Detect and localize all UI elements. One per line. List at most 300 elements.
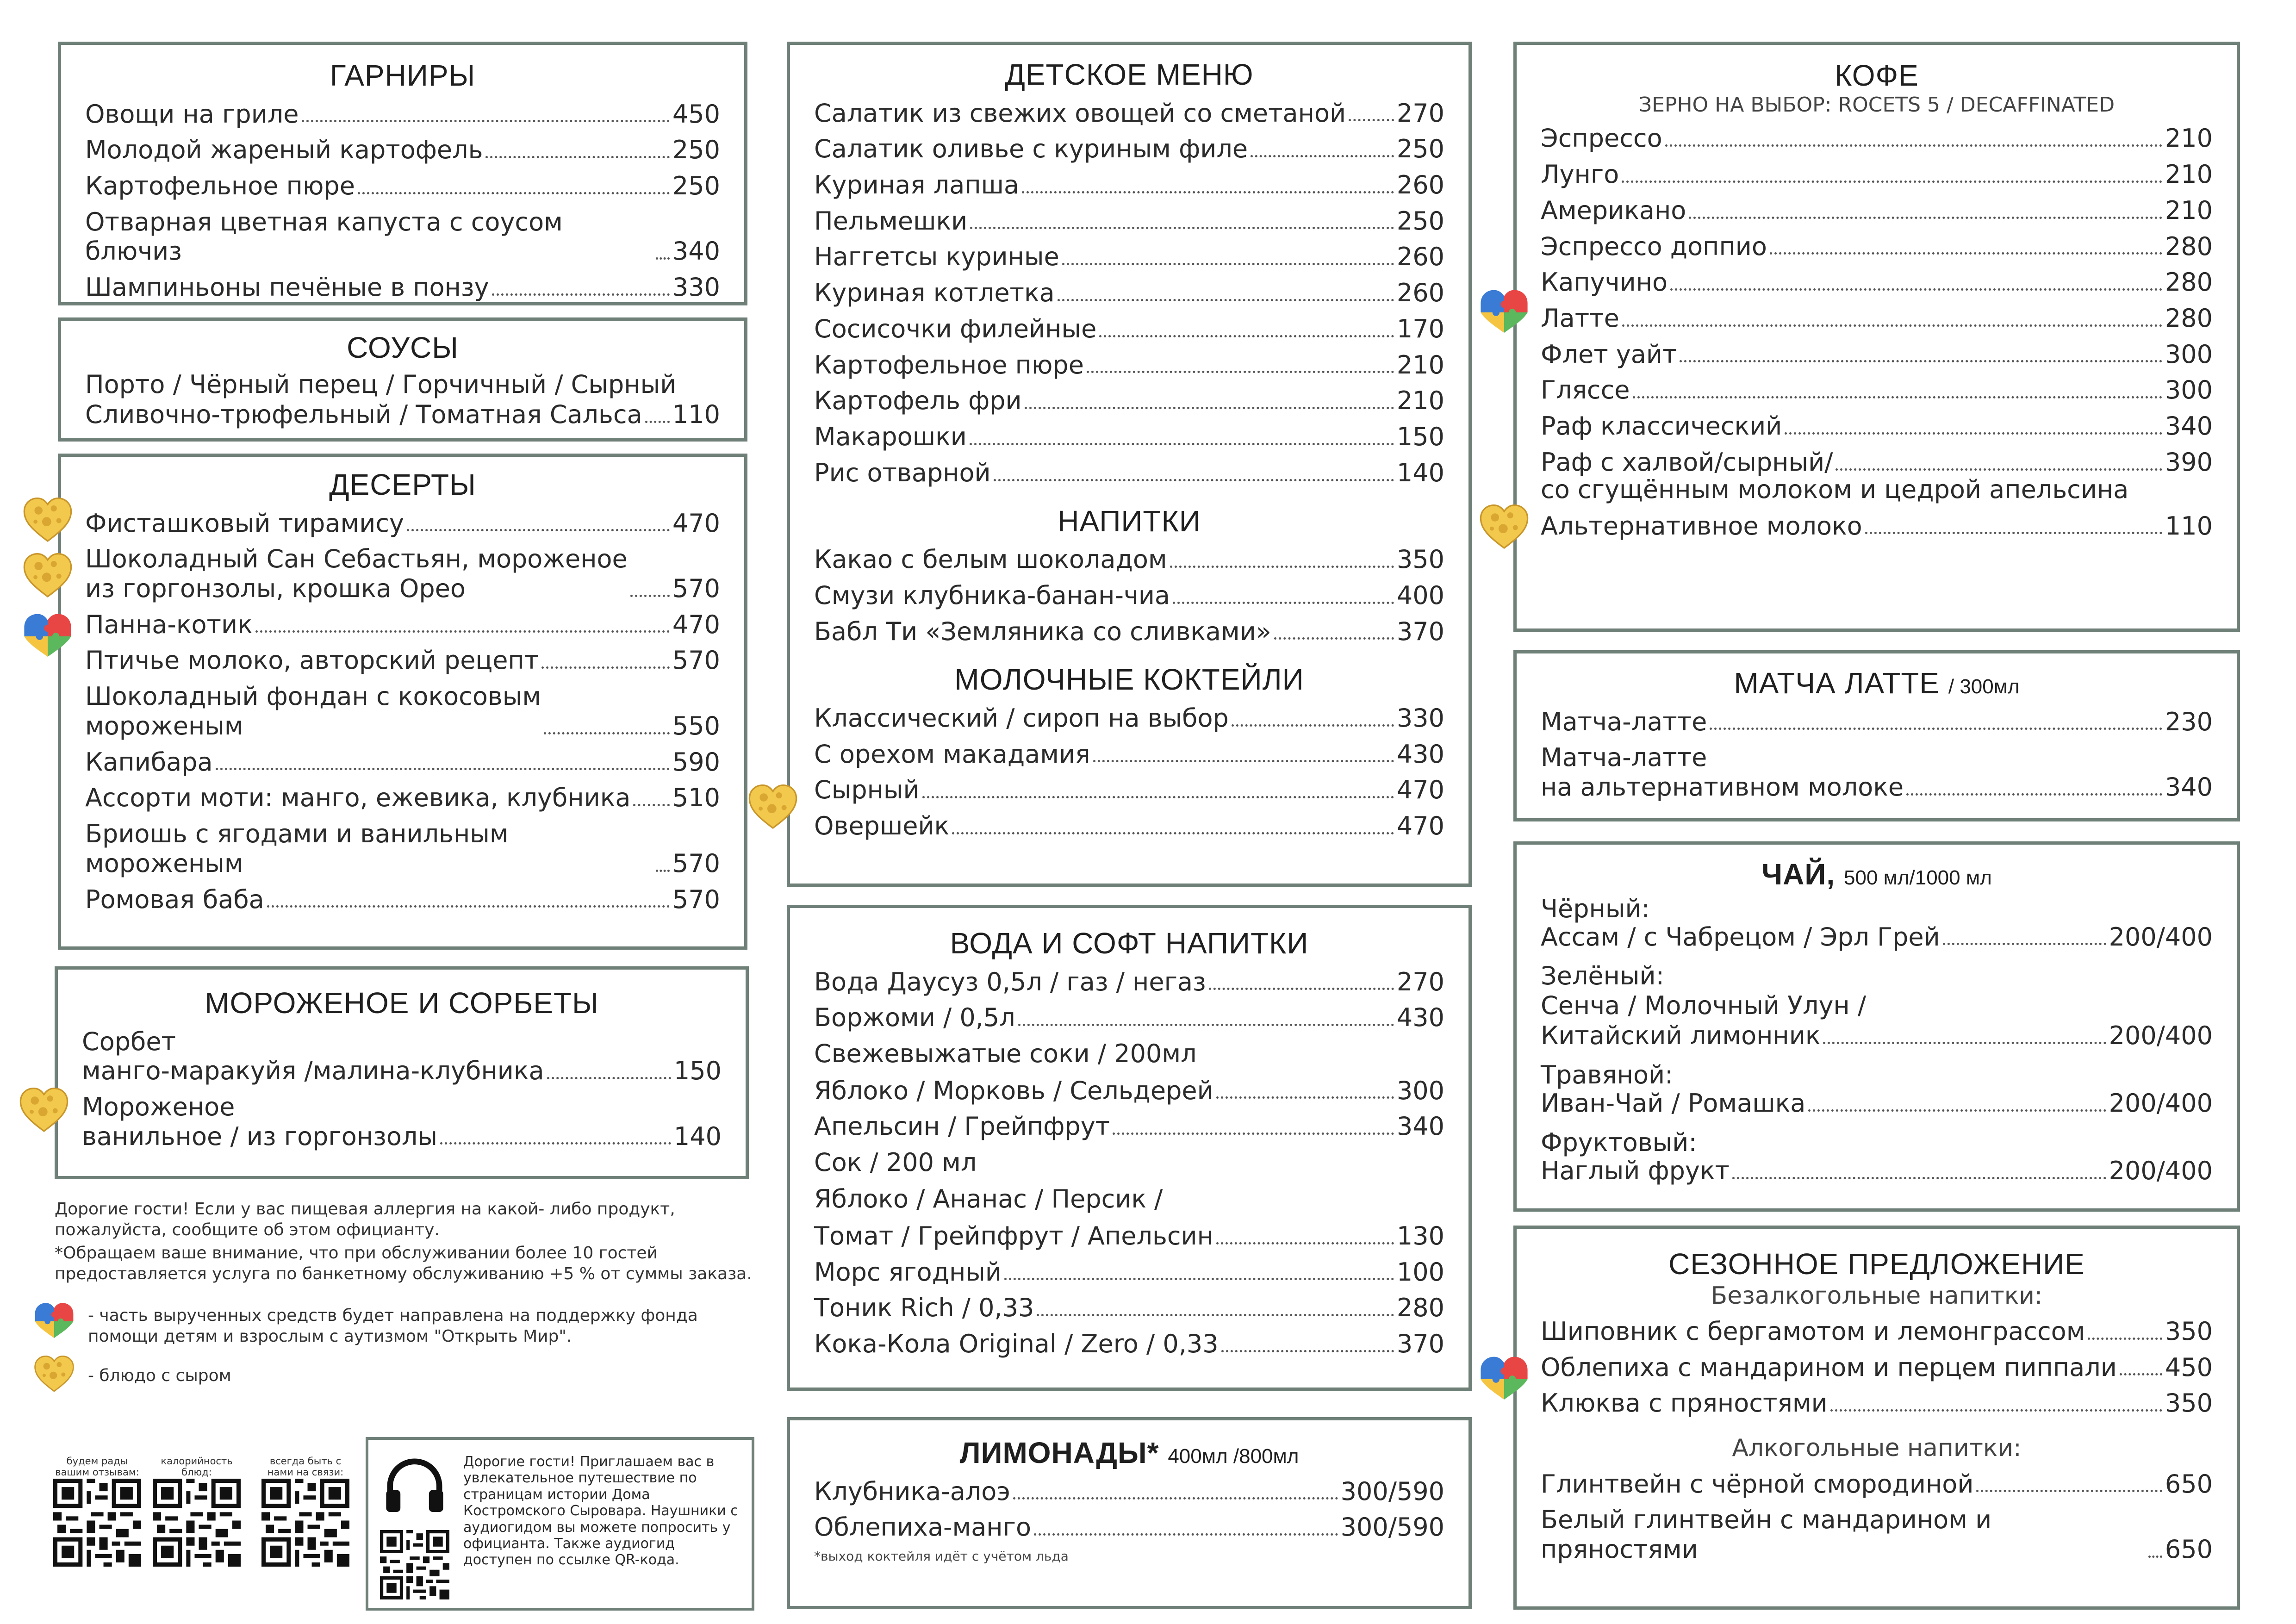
item-price: 210 — [2165, 160, 2213, 189]
dot-leader — [1170, 566, 1394, 568]
item-name: Картофельное пюре — [85, 171, 355, 201]
menu-row — [1541, 448, 2213, 477]
dot-leader — [630, 595, 670, 597]
item-name: Классический / сироп на выбор — [814, 703, 1229, 733]
item-name: Ромовая баба — [85, 884, 264, 914]
item-price: 300 — [2165, 339, 2213, 369]
item-name: Глинтвейн с чёрной смородиной — [1541, 1469, 1974, 1499]
section-title: ДЕТСКОЕ МЕНЮ — [1005, 58, 1254, 91]
dot-leader — [2148, 1556, 2162, 1558]
item-price: 340 — [2165, 411, 2213, 441]
qr-caption-reviews: будем рады вашим отзывам: — [55, 1456, 139, 1478]
menu-row — [85, 646, 720, 675]
item-name: Флет уайт — [1541, 339, 1677, 369]
dot-leader — [541, 666, 670, 669]
menu-row — [1541, 1317, 2213, 1346]
menu-row — [85, 400, 720, 429]
item-name: Ассам / с Чабрецом / Эрл Грей — [1541, 922, 1940, 952]
sauces-line-2: Сливочно-трюфельный / Томатная Сальса — [85, 400, 642, 429]
kids-menu-section — [787, 42, 1472, 887]
menu-row — [814, 967, 1444, 997]
dot-leader — [1018, 1024, 1394, 1026]
item-name: Капибара — [85, 747, 213, 777]
dot-leader — [1710, 728, 2162, 730]
allergy-note: Дорогие гости! Если у вас пищевая аллергия на какой- либо продукт, пожалуйста, сообщите об этом официанту. — [55, 1200, 675, 1239]
menu-row — [814, 1477, 1444, 1506]
item-name: Эспрессо — [1541, 124, 1662, 153]
dot-leader — [1099, 335, 1394, 337]
menu-row — [1541, 707, 2213, 737]
sok-heading: Сок / 200 мл — [814, 1147, 977, 1177]
sauces-price: 110 — [672, 400, 720, 429]
soft-drinks-list — [814, 1221, 1444, 1359]
dot-leader — [1865, 532, 2162, 534]
menu-row — [1541, 1388, 2213, 1418]
matcha-section — [1513, 650, 2240, 821]
sauces-line-1: Порто / Чёрный перец / Горчичный / Сырный — [85, 369, 677, 399]
item-price: 400 — [1396, 580, 1444, 610]
item-price: 280 — [2165, 231, 2213, 261]
dot-leader — [1093, 760, 1394, 762]
item-price: 130 — [1396, 1221, 1444, 1251]
dot-leader — [302, 120, 670, 122]
section-title: МОРОЖЕНОЕ И СОРБЕТЫ — [205, 986, 599, 1020]
item-price: 210 — [2165, 195, 2213, 225]
section-title: НАПИТКИ — [1058, 504, 1201, 538]
menu-row — [814, 703, 1444, 733]
item-price: 570 — [672, 574, 720, 604]
item-price: 150 — [673, 1056, 722, 1086]
juices-heading: Свежевыжатые соки / 200мл — [814, 1039, 1197, 1069]
item-name: Лунго — [1541, 160, 1619, 189]
menu-row — [814, 1221, 1444, 1251]
item-price: 470 — [1396, 811, 1444, 840]
menu-row — [1541, 160, 2213, 189]
dot-leader — [1770, 252, 2162, 255]
menu-row — [814, 617, 1444, 647]
item-price: 260 — [1396, 242, 1444, 272]
milkshakes-list — [814, 703, 1444, 841]
menu-row — [85, 207, 720, 266]
cheese-heart-icon — [1479, 502, 1530, 553]
menu-row — [85, 819, 720, 878]
item-name: Матча-латте — [1541, 707, 1707, 736]
dot-leader — [1221, 1350, 1394, 1352]
menu-row — [1541, 1156, 2213, 1186]
item-price: 370 — [1396, 616, 1444, 646]
coffee-section — [1513, 42, 2240, 632]
dot-leader — [1830, 1409, 2162, 1412]
dot-leader — [1251, 155, 1394, 157]
item-name: Сырный — [814, 775, 920, 805]
menu-row — [85, 885, 720, 915]
menu-row — [814, 811, 1444, 841]
tea-section — [1513, 841, 2240, 1212]
item-price: 200/400 — [2109, 1089, 2213, 1118]
item-name: Пельмешки — [814, 206, 968, 236]
section-title — [1541, 666, 2213, 701]
item-price: 270 — [1396, 967, 1444, 996]
dot-leader — [1808, 1109, 2106, 1112]
section-title: СОУСЫ — [347, 331, 459, 364]
dot-leader — [1633, 396, 2162, 398]
item-price: 270 — [1396, 98, 1444, 128]
menu-row — [814, 99, 1444, 128]
item-price: 210 — [1396, 350, 1444, 380]
menu-row — [1541, 922, 2213, 952]
item-price: 250 — [1396, 206, 1444, 236]
item-name: Эспрессо доппио — [1541, 231, 1767, 261]
menu-row — [85, 273, 720, 302]
sousy-section — [58, 317, 747, 442]
section-title: СЕЗОННОЕ ПРЕДЛОЖЕНИЕ — [1668, 1247, 2085, 1281]
item-name: Панна-котик — [85, 610, 253, 639]
puzzle-heart-icon — [1479, 1354, 1530, 1405]
item-price: 350 — [2165, 1316, 2213, 1346]
dot-leader — [1173, 602, 1394, 604]
morozhenoe-list — [82, 1027, 722, 1151]
item-name: Облепиха с мандарином и перцем пиппали — [1541, 1352, 2117, 1382]
dot-leader — [492, 293, 670, 296]
item-name: Картофельное пюре — [814, 350, 1084, 380]
menu-row — [1541, 340, 2213, 369]
tea-title: ЧАЙ, — [1761, 858, 1836, 891]
item-price: 210 — [1396, 386, 1444, 416]
item-name: Шампиньоны печёные в понзу — [85, 273, 489, 302]
item-price: 100 — [1396, 1257, 1444, 1287]
menu-row — [1541, 375, 2213, 405]
menu-row — [814, 775, 1444, 805]
menu-row — [814, 581, 1444, 610]
dot-leader — [656, 257, 670, 260]
dot-leader — [1013, 1497, 1338, 1500]
dot-leader — [1062, 263, 1394, 265]
item-name: Бриошь с ягодами и ванильным мороженым — [85, 819, 509, 878]
item-price: 260 — [1396, 278, 1444, 308]
dot-leader — [970, 443, 1394, 445]
dot-leader — [994, 479, 1394, 481]
dot-leader — [1209, 988, 1394, 990]
item-price: 570 — [672, 646, 720, 675]
menu-row — [85, 682, 720, 740]
item-name: Томат / Грейпфрут / Апельсин — [814, 1221, 1213, 1251]
section-title: КОФЕ — [1835, 59, 1919, 92]
item-price: 170 — [1396, 314, 1444, 343]
lemonades-list — [814, 1477, 1444, 1542]
dot-leader — [1216, 1096, 1394, 1099]
item-price: 200/400 — [2109, 1021, 2213, 1051]
menu-row — [814, 278, 1444, 308]
item-price: 280 — [2165, 268, 2213, 297]
menu-row — [814, 386, 1444, 416]
tea-group-heading: Зелёный: — [1541, 961, 1664, 991]
item-price: 470 — [672, 508, 720, 538]
section-title: МОЛОЧНЫЕ КОКТЕЙЛИ — [954, 663, 1304, 697]
dot-leader — [485, 156, 669, 158]
item-name: Овощи на гриле — [85, 99, 299, 129]
morozhenoe-section — [55, 966, 749, 1179]
item-name: Облепиха-манго — [814, 1512, 1032, 1542]
item-name: Картофель фри — [814, 386, 1022, 416]
menu-row — [814, 350, 1444, 380]
menu-row — [1541, 196, 2213, 225]
item-name: Сосисочки филейные — [814, 314, 1097, 343]
item-price: 300/590 — [1340, 1476, 1444, 1506]
tea-volume: 500 мл/1000 мл — [1843, 866, 1992, 889]
item-price: 300/590 — [1340, 1512, 1444, 1542]
dot-leader — [1037, 1314, 1394, 1316]
puzzle-heart-icon — [1479, 287, 1530, 338]
item-price: 450 — [672, 99, 720, 129]
alt-milk-name: Альтернативное молоко — [1541, 511, 1862, 541]
dot-leader — [1943, 943, 2106, 945]
dot-leader — [255, 630, 670, 633]
item-name: Клюква с пряностями — [1541, 1388, 1828, 1418]
dot-leader — [1665, 144, 2162, 147]
item-price: 470 — [672, 610, 720, 639]
dot-leader — [1622, 180, 2162, 183]
section-title: ГАРНИРЫ — [330, 59, 476, 92]
item-price: 330 — [1396, 703, 1444, 733]
item-name: Матча-латте на альтернативном молоке — [1541, 743, 1904, 802]
section-title — [814, 1436, 1444, 1470]
item-name: Куриная котлетка — [814, 278, 1055, 308]
menu-row — [1541, 1021, 2213, 1051]
dot-leader — [1034, 1533, 1338, 1536]
tea-group-subline: Сенча / Молочный Улун / — [1541, 991, 1867, 1020]
dot-leader — [1670, 288, 2162, 291]
juices-list — [814, 1076, 1444, 1141]
item-price: 280 — [1396, 1293, 1444, 1323]
dot-leader — [1680, 360, 2162, 362]
item-name: Боржоми / 0,5л — [814, 1003, 1015, 1033]
dot-leader — [970, 227, 1394, 229]
qr-code-icon[interactable] — [53, 1479, 141, 1567]
item-name: С орехом макадамия — [814, 739, 1090, 769]
item-price: 250 — [672, 171, 720, 201]
item-name: Сорбет манго-маракуйя /малина-клубника — [82, 1027, 544, 1086]
item-name: Салатик оливье с куриным филе — [814, 134, 1248, 164]
tea-groups — [1541, 896, 2213, 1186]
menu-row — [1541, 1505, 2213, 1564]
item-name: Кока-Кола Original / Zero / 0,33 — [814, 1329, 1219, 1359]
cheese-heart-icon — [747, 782, 798, 833]
cheese-heart-icon — [19, 1085, 69, 1136]
dot-leader — [1906, 793, 2162, 796]
dot-leader — [216, 768, 670, 770]
service-note: *Обращаем ваше внимание, что при обслуживании более 10 гостей предоставляется услуга по банкетному обслуживанию +5 % от суммы заказа. — [55, 1244, 752, 1283]
kids-menu-list — [814, 99, 1444, 488]
menu-row — [814, 242, 1444, 272]
menu-row — [85, 100, 720, 129]
item-name: Американо — [1541, 195, 1686, 225]
menu-row — [85, 747, 720, 777]
menu-row — [814, 458, 1444, 488]
item-name: Раф классический — [1541, 411, 1782, 441]
menu-row — [814, 740, 1444, 769]
item-name: Куриная лапша — [814, 170, 1020, 200]
menu-row — [814, 1512, 1444, 1542]
audio-guide-text: Дорогие гости! Приглашаем вас в увлекательное путешествие по страницам истории Дома Костромского Сыровара. Наушники с аудиогидом вы можете попросить у официанта. Также аудиогид доступен по ссылке QR-кода. — [463, 1454, 738, 1568]
item-price: 150 — [1396, 422, 1444, 452]
sok-line: Яблоко / Ананас / Персик / — [814, 1184, 1163, 1214]
dot-leader — [1022, 191, 1394, 193]
menu-row — [85, 171, 720, 201]
item-name: Белый глинтвейн с мандарином и пряностями — [1541, 1505, 1992, 1564]
dot-leader — [358, 192, 670, 194]
menu-row — [1541, 124, 2213, 153]
item-name: Гляссе — [1541, 375, 1630, 405]
item-name: Рис отварной — [814, 458, 991, 487]
alc-heading: Алкогольные напитки: — [1732, 1434, 2022, 1462]
menu-row — [1541, 1469, 2213, 1499]
coffee-list — [1541, 124, 2213, 477]
dot-leader — [440, 1142, 671, 1145]
tea-group-heading: Травяной: — [1541, 1060, 1674, 1090]
drinks-list — [814, 545, 1444, 646]
menu-row — [82, 1092, 722, 1151]
item-price: 390 — [2165, 447, 2213, 477]
item-name: Иван-Чай / Ромашка — [1541, 1089, 1806, 1118]
dot-leader — [1113, 1132, 1394, 1135]
lemonades-note: *выход коктейля идёт с учётом льда — [814, 1549, 1069, 1564]
item-price: 510 — [672, 783, 720, 813]
item-name: Клубника-алоэ — [814, 1476, 1010, 1506]
audio-guide-box — [366, 1437, 754, 1611]
dot-leader — [1274, 637, 1394, 640]
menu-row — [814, 134, 1444, 164]
item-name: Ассорти моти: манго, ежевика, клубника — [85, 783, 631, 813]
item-name: Латте — [1541, 303, 1619, 333]
menu-row — [85, 610, 720, 640]
item-price: 350 — [1396, 545, 1444, 574]
headphones-icon — [382, 1454, 447, 1518]
item-price: 430 — [1396, 1003, 1444, 1033]
menu-row — [814, 545, 1444, 574]
item-name: Капучино — [1541, 268, 1668, 297]
alc-list — [1541, 1469, 2213, 1564]
nonalc-heading: Безалкогольные напитки: — [1711, 1282, 2043, 1310]
dot-leader — [1976, 1490, 2162, 1492]
item-price: 470 — [1396, 775, 1444, 805]
item-price: 340 — [672, 236, 720, 266]
item-price: 300 — [1396, 1076, 1444, 1105]
menu-row — [85, 135, 720, 165]
qr-code-icon[interactable] — [261, 1479, 349, 1567]
matcha-title: МАТЧА ЛАТТЕ — [1734, 666, 1940, 700]
menu-row — [814, 206, 1444, 236]
menu-row — [82, 1027, 722, 1086]
item-price: 650 — [2165, 1469, 2213, 1499]
item-name: Птичье молоко, авторский рецепт — [85, 646, 539, 675]
item-name: Фисташковый тирамису — [85, 508, 404, 538]
cheese-heart-icon — [22, 495, 73, 546]
item-price: 300 — [2165, 375, 2213, 405]
dot-leader — [633, 804, 669, 806]
dot-leader — [1004, 1278, 1394, 1280]
legend-puzzle-text: - часть вырученных средств будет направлена на поддержку фонда помощи детям и взрослым с аутизмом "Открыть Мир". — [88, 1306, 698, 1346]
item-price: 570 — [672, 848, 720, 878]
item-name: Какао с белым шоколадом — [814, 545, 1167, 574]
matcha-volume: / 300мл — [1948, 675, 2020, 698]
item-price: 450 — [2165, 1352, 2213, 1382]
qr-code-icon[interactable] — [380, 1530, 449, 1599]
item-price: 550 — [672, 711, 720, 740]
dot-leader — [1622, 324, 2162, 327]
item-price: 210 — [2165, 124, 2213, 153]
item-price: 340 — [1396, 1112, 1444, 1141]
legend-cheese-text: - блюдо с сыром — [88, 1366, 231, 1385]
dot-leader — [2088, 1338, 2162, 1340]
cheese-heart-icon — [33, 1354, 75, 1395]
menu-row — [814, 1112, 1444, 1141]
item-price: 250 — [672, 135, 720, 165]
dot-leader — [267, 905, 670, 908]
garniry-section — [58, 42, 747, 305]
dot-leader — [922, 796, 1394, 798]
item-name: Молодой жареный картофель — [85, 135, 483, 165]
lemonades-section — [787, 1417, 1472, 1609]
menu-row — [1541, 1089, 2213, 1118]
item-price: 200/400 — [2109, 922, 2213, 952]
dot-leader — [1025, 407, 1394, 409]
item-price: 250 — [1396, 134, 1444, 164]
menu-row — [814, 1257, 1444, 1287]
menu-row — [814, 170, 1444, 200]
puzzle-heart-icon — [22, 611, 73, 662]
menu-row — [814, 1076, 1444, 1106]
item-name: Яблоко / Морковь / Сельдерей — [814, 1076, 1213, 1105]
dot-leader — [1785, 432, 2162, 435]
qr-code-icon[interactable] — [153, 1479, 241, 1567]
dot-leader — [1349, 119, 1394, 121]
item-price: 340 — [2165, 772, 2213, 802]
water-soft-section — [787, 905, 1472, 1391]
menu-row — [1541, 232, 2213, 261]
item-price: 590 — [672, 747, 720, 777]
item-price: 350 — [2165, 1388, 2213, 1418]
item-name: Бабл Ти «Земляника со сливками» — [814, 616, 1271, 646]
tea-group-heading: Фруктовый: — [1541, 1127, 1697, 1157]
item-price: 140 — [673, 1121, 722, 1151]
dot-leader — [1216, 1242, 1394, 1244]
menu-row — [814, 1293, 1444, 1323]
garniry-list — [85, 100, 720, 302]
item-name: Тоник Rich / 0,33 — [814, 1293, 1034, 1323]
lemonades-volume: 400мл /800мл — [1168, 1445, 1299, 1468]
dot-leader — [1689, 217, 2162, 219]
qr-caption-contact: всегда быть с нами на связи: — [267, 1456, 344, 1478]
dot-leader — [1732, 1177, 2106, 1179]
item-price: 330 — [672, 273, 720, 302]
dot-leader — [645, 421, 670, 423]
item-price: 430 — [1396, 739, 1444, 769]
menu-row — [1541, 304, 2213, 333]
item-name: Китайский лимонник — [1541, 1021, 1821, 1051]
menu-row — [1541, 743, 2213, 802]
item-name: Наглый фрукт — [1541, 1156, 1730, 1185]
dot-leader — [1836, 468, 2162, 471]
menu-row — [814, 314, 1444, 344]
menu-row — [814, 422, 1444, 452]
dot-leader — [1823, 1042, 2106, 1044]
item-price: 570 — [672, 884, 720, 914]
item-name: Отварная цветная капуста с соусом блючиз — [85, 207, 563, 266]
item-name: Макарошки — [814, 422, 967, 452]
coffee-subtitle: ЗЕРНО НА ВЫБОР: ROCETS 5 / DECAFFINATED — [1638, 93, 2115, 117]
item-name: Мороженое ванильное / из горгонзолы — [82, 1092, 438, 1151]
dot-leader — [547, 1077, 671, 1079]
